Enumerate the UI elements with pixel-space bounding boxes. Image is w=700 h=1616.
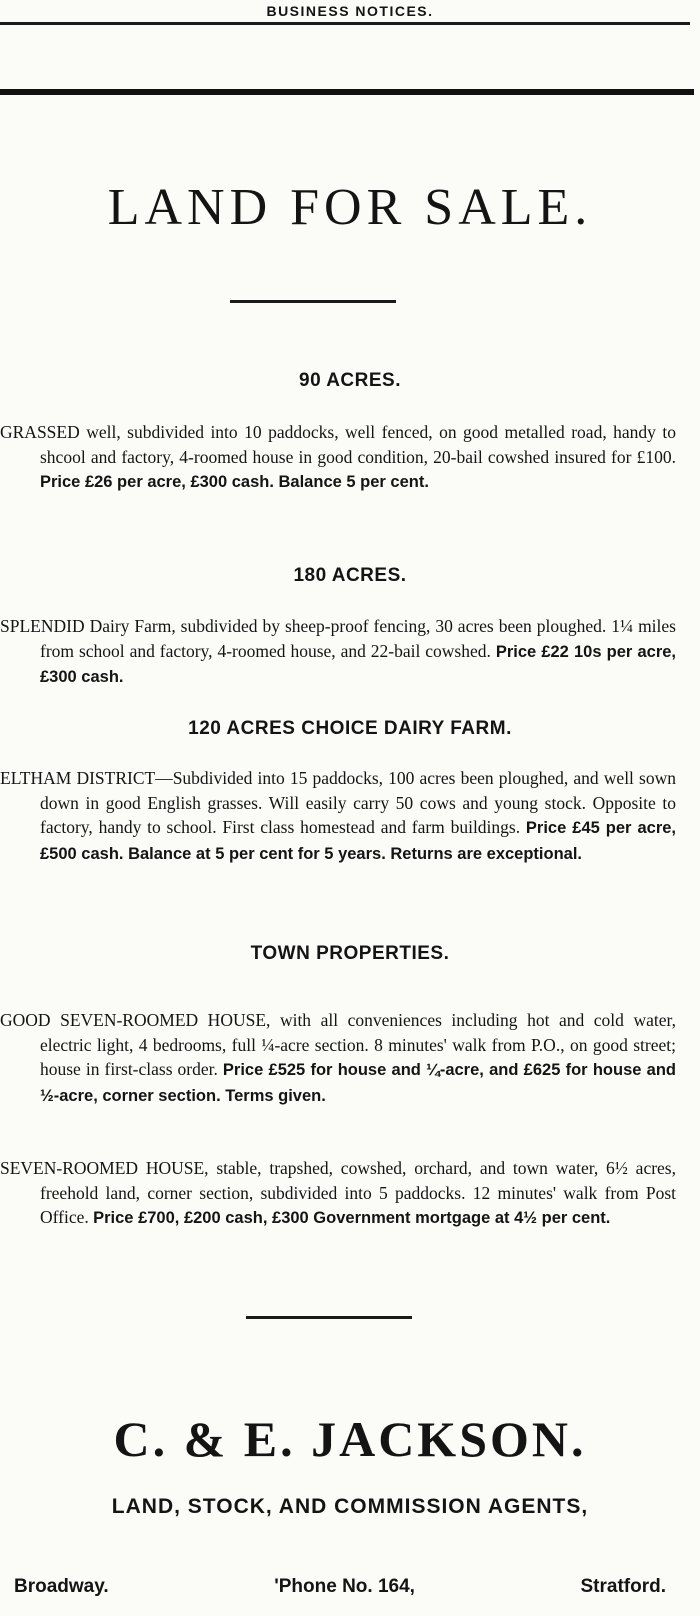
section-heading-town-properties: TOWN PROPERTIES. xyxy=(250,943,450,964)
section-heading-120-acres: 120 ACRES CHOICE DAIRY FARM. xyxy=(188,718,512,739)
listing-lead: SEVEN-ROOMED HOUSE, xyxy=(0,1158,209,1178)
listing-price: Price £525 for house and ¼-acre, and £625 for house and ½-acre, corner section. Terms given. xyxy=(40,1061,676,1105)
advert-top-border xyxy=(0,89,694,95)
section-heading-90-acres: 90 ACRES. xyxy=(299,370,401,391)
listing-lead: SPLENDID xyxy=(0,616,85,636)
footer-divider xyxy=(246,1316,412,1319)
listing-price: Price £700, £200 cash, £300 Government mortgage at 4½ per cent. xyxy=(93,1209,611,1227)
listing-180-acres xyxy=(0,614,676,690)
header-rule xyxy=(0,22,690,25)
listing-90-acres xyxy=(0,420,676,495)
listing-town-house-2 xyxy=(0,1156,676,1231)
listing-lead: GRASSED xyxy=(0,422,80,442)
listing-body: well, subdivided into 10 paddocks, well fenced, on good metalled road, handy to shcool and factory, 4-roomed house in good condition, 20-bail cowshed insured for £100. xyxy=(40,422,676,467)
listing-lead: GOOD SEVEN-ROOMED HOUSE, xyxy=(0,1010,271,1030)
listing-body: DISTRICT—Subdivided into 15 paddocks, 100 acres been ploughed, and well sown down in good English grasses. Will easily carry 50 cows and young stock. Opposite to factory, handy to school. First class homestead and farm buildings. xyxy=(40,768,676,837)
listing-price: Price £45 per acre, £500 cash. Balance at 5 per cent for 5 years. Returns are exceptional. xyxy=(40,819,677,863)
listing-body: with all conveniences including hot and cold water, electric light, 4 bedrooms, full ¼-acre section. 8 minutes' walk from P.O., on good street; house in first-class order. xyxy=(40,1010,676,1079)
advert-title: LAND FOR SALE. xyxy=(107,179,593,236)
section-heading-180-acres: 180 ACRES. xyxy=(293,565,407,586)
firm-tagline: LAND, STOCK, AND COMMISSION AGENTS, xyxy=(111,1495,589,1518)
title-divider xyxy=(230,300,396,303)
listing-price: Price £22 10s per acre, £300 cash. xyxy=(40,642,676,686)
listing-lead: ELTHAM xyxy=(0,768,72,788)
firm-address: Broadway. xyxy=(14,1576,109,1597)
listing-town-house-1 xyxy=(0,1008,676,1108)
firm-town: Stratford. xyxy=(580,1576,666,1597)
listing-body: Dairy Farm, subdivided by sheep-proof fencing, 30 acres been ploughed. 1¼ miles from school and factory, 4-roomed house, and 22-bail cowshed. xyxy=(40,616,676,661)
section-header: BUSINESS NOTICES. xyxy=(266,3,434,19)
firm-contact xyxy=(14,1576,666,1598)
listing-price: Price £26 per acre, £300 cash. Balance 5 per cent. xyxy=(40,473,429,491)
firm-name: C. & E. JACKSON. xyxy=(113,1411,587,1467)
firm-phone: 'Phone No. 164, xyxy=(274,1576,415,1597)
listing-body: stable, trapshed, cowshed, orchard, and town water, 6½ acres, freehold land, corner section, subdivided into 5 paddocks. 12 minutes' walk from Post Office. xyxy=(40,1158,676,1227)
listing-120-acres xyxy=(0,766,676,866)
